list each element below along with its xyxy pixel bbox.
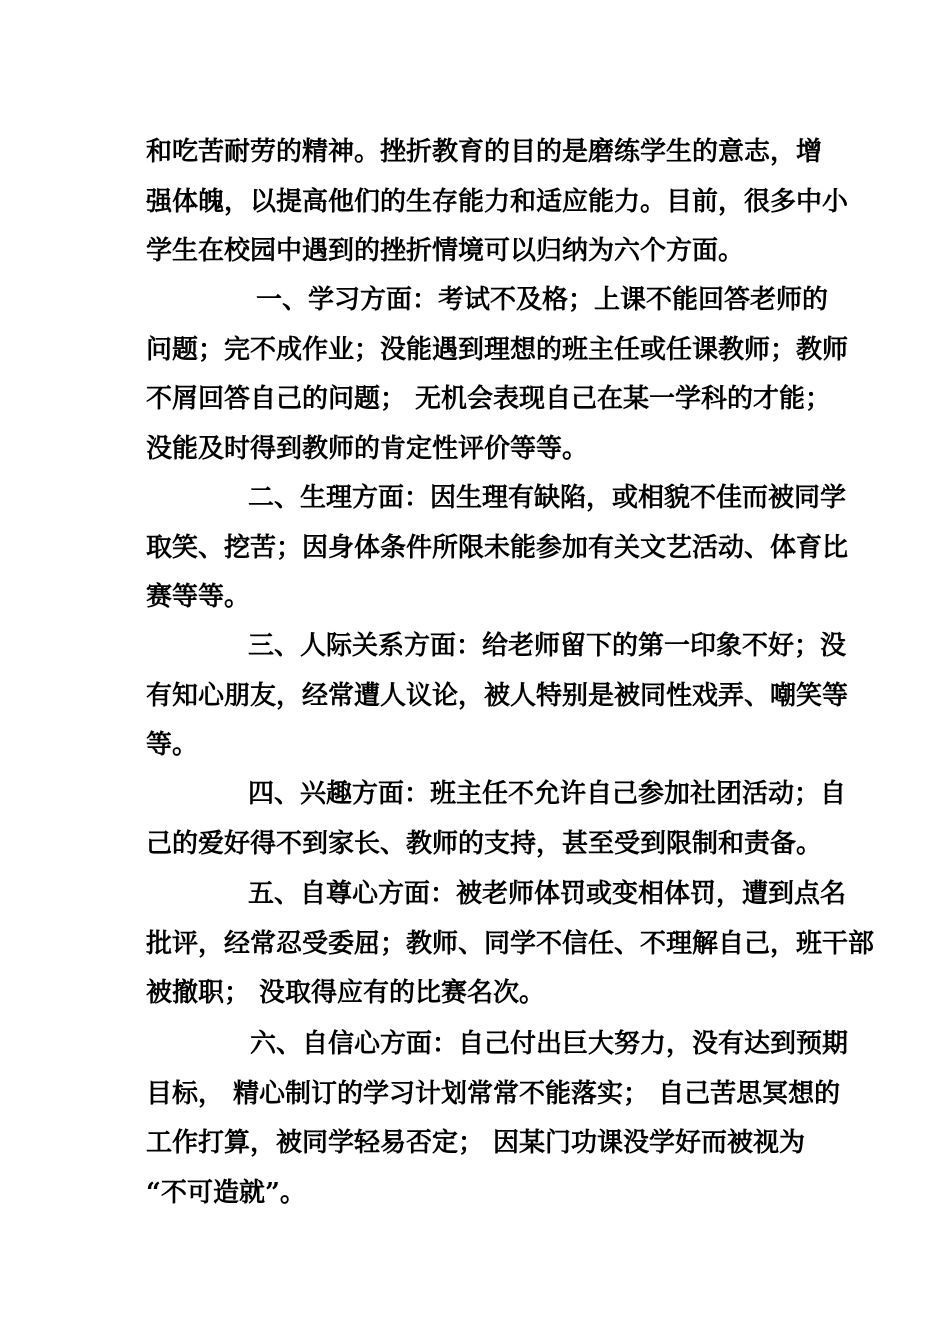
section-self-esteem — [146, 870, 875, 1019]
section-learning-line-4: 没能及时得到教师的肯定性评价等等。 — [146, 433, 589, 464]
section-relationships-line-2: 有知心朋友，经常遭人议论，被人特别是被同性戏弄、嘲笑等 — [146, 680, 849, 711]
section-self-esteem-line-3: 被撤职； 没取得应有的比赛名次。 — [146, 978, 546, 1008]
intro-line-2: 强体魄，以提高他们的生存能力和适应能力。目前，很多中小 — [146, 186, 849, 217]
section-relationships — [146, 622, 849, 771]
section-physiology-line-2: 取笑、挖苦；因身体条件所限未能参加有关文艺活动、体育比 — [146, 532, 849, 563]
intro-paragraph — [146, 128, 849, 277]
section-self-confidence — [146, 1020, 849, 1218]
section-self-esteem-line-2: 批评，经常忍受委屈；教师、同学不信任、不理解自己，班干部 — [146, 928, 875, 959]
section-physiology — [146, 474, 849, 623]
intro-line-3: 学生在校园中遇到的挫折情境可以归纳为六个方面。 — [146, 236, 745, 266]
section-learning — [146, 276, 849, 474]
section-learning-line-3: 不屑回答自己的问题； 无机会表现自己在某一学科的才能； — [146, 384, 832, 414]
section-self-confidence-line-3: 工作打算，被同学轻易否定； 因某门功课没学好而被视为 — [146, 1128, 806, 1158]
section-interests-line-1: 四、兴趣方面：班主任不允许自己参加社团活动；自 — [248, 779, 847, 809]
section-self-confidence-line-2: 目标， 精心制订的学习计划常常不能落实； 自己苦思冥想的 — [146, 1078, 841, 1109]
section-self-esteem-line-1: 五、自尊心方面：被老师体罚或变相体罚，遭到点名 — [248, 879, 847, 909]
section-interests-line-2: 己的爱好得不到家长、教师的支持，甚至受到限制和责备。 — [146, 828, 823, 859]
section-learning-line-1: 一、学习方面：考试不及格；上课不能回答老师的 — [256, 285, 829, 315]
section-self-confidence-line-1: 六、自信心方面：自己付出巨大努力，没有达到预期 — [250, 1029, 849, 1059]
section-self-confidence-line-4: “不可造就”。 — [146, 1177, 306, 1208]
section-physiology-line-1: 二、生理方面：因生理有缺陷，或相貌不佳而被同学 — [248, 483, 847, 513]
section-interests — [146, 770, 847, 869]
section-physiology-line-3: 赛等等。 — [146, 582, 251, 612]
section-relationships-line-3: 等。 — [146, 730, 199, 760]
section-relationships-line-1: 三、人际关系方面：给老师留下的第一印象不好；没 — [248, 631, 847, 661]
section-learning-line-2: 问题；完不成作业；没能遇到理想的班主任或任课教师；教师 — [146, 334, 849, 365]
intro-line-1: 和吃苦耐劳的精神。挫折教育的目的是磨练学生的意志，增 — [146, 137, 823, 167]
